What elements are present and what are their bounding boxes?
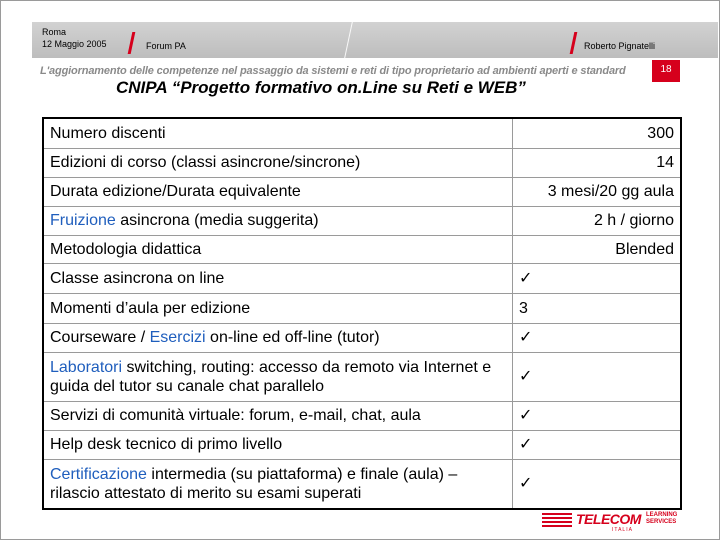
page-number: 18 <box>652 60 680 82</box>
row-value: 14 <box>513 148 682 177</box>
table-row <box>43 430 681 459</box>
row-label: Help desk tecnico di primo livello <box>43 430 513 459</box>
row-label: Classe asincrona on line <box>43 263 513 293</box>
check-mark-icon: ✓ <box>513 323 682 352</box>
telecom-learning-services-logo <box>542 511 692 533</box>
row-value: 2 h / giorno <box>513 206 682 235</box>
logo-tagline: LEARNING SERVICES <box>646 512 678 525</box>
info-table <box>42 117 682 510</box>
row-label: Laboratori switching, routing: accesso da remoto via Internet e guida del tutor su canale chat parallelo <box>43 352 513 401</box>
row-label: Fruizione asincrona (media suggerita) <box>43 206 513 235</box>
table-row <box>43 206 681 235</box>
logo-subtext: ITALIA <box>612 527 633 533</box>
table-row <box>43 323 681 352</box>
slide-title: CNIPA “Progetto formativo on.Line su Reti e WEB” <box>116 78 526 97</box>
table-row <box>43 401 681 430</box>
header-author: Roberto Pignatelli <box>584 41 656 51</box>
check-mark-icon: ✓ <box>513 401 682 430</box>
row-label: Numero discenti <box>43 118 513 148</box>
row-label: Certificazione intermedia (su piattaforma) e finale (aula) – rilascio attestato di merito su esami superati <box>43 459 513 509</box>
table-row <box>43 177 681 206</box>
header-city: Roma <box>42 27 67 37</box>
header-event: Forum PA <box>146 41 186 51</box>
row-value: 3 <box>513 293 682 323</box>
table-row <box>43 118 681 148</box>
check-mark-icon: ✓ <box>513 430 682 459</box>
row-label: Durata edizione/Durata equivalente <box>43 177 513 206</box>
row-label: Edizioni di corso (classi asincrone/sincrone) <box>43 148 513 177</box>
header-band <box>32 22 718 58</box>
header-separator <box>32 58 718 63</box>
table-row <box>43 459 681 509</box>
table-row <box>43 148 681 177</box>
table-row <box>43 352 681 401</box>
check-mark-icon: ✓ <box>513 352 682 401</box>
table-row <box>43 293 681 323</box>
logo-stripes-icon <box>542 513 572 531</box>
header-date: 12 Maggio 2005 <box>42 39 107 49</box>
table-row <box>43 235 681 263</box>
row-value: Blended <box>513 235 682 263</box>
check-mark-icon: ✓ <box>513 459 682 509</box>
row-value: 3 mesi/20 gg aula <box>513 177 682 206</box>
row-label: Servizi di comunità virtuale: forum, e-mail, chat, aula <box>43 401 513 430</box>
table-row <box>43 263 681 293</box>
logo-wordmark: TELECOM <box>576 511 641 527</box>
row-label: Courseware / Esercizi on-line ed off-line (tutor) <box>43 323 513 352</box>
check-mark-icon: ✓ <box>513 263 682 293</box>
row-value: 300 <box>513 118 682 148</box>
slide-subtitle: L'aggiornamento delle competenze nel passaggio da sistemi e reti di tipo proprietario ad ambienti aperti e standard <box>40 65 626 77</box>
row-label: Metodologia didattica <box>43 235 513 263</box>
row-label: Momenti d’aula per edizione <box>43 293 513 323</box>
